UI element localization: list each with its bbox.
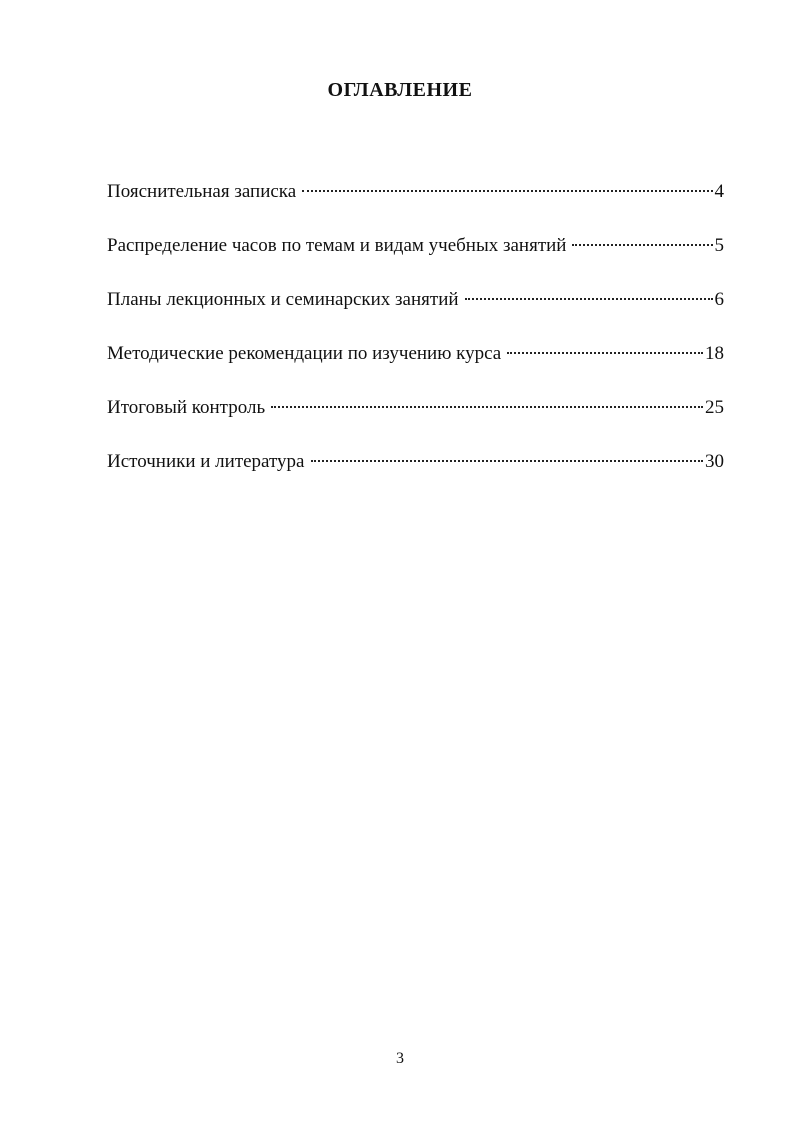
toc-dot-leader bbox=[311, 460, 704, 462]
toc-entry-hours-distribution bbox=[107, 232, 724, 286]
toc-dot-leader bbox=[507, 352, 703, 354]
toc-entry-label: Методические рекомендации по изучению курса bbox=[107, 343, 502, 364]
page-number: 3 bbox=[396, 1050, 404, 1067]
toc-entry-methodical-recommendations bbox=[107, 340, 724, 394]
toc-entry-label: Источники и литература bbox=[107, 451, 305, 472]
toc-entry-label: Распределение часов по темам и видам учебных занятий bbox=[107, 235, 567, 256]
toc-dot-leader bbox=[465, 298, 713, 300]
toc-entry-label: Планы лекционных и семинарских занятий bbox=[107, 289, 459, 310]
toc-entry-final-control bbox=[107, 394, 724, 448]
toc-entry-page: 5 bbox=[714, 235, 724, 256]
toc-dot-leader bbox=[572, 244, 712, 246]
toc-entry-page: 25 bbox=[705, 397, 724, 418]
table-of-contents bbox=[107, 178, 724, 502]
toc-dot-leader bbox=[271, 406, 703, 408]
toc-entry-label: Пояснительная записка bbox=[107, 181, 297, 202]
toc-entry-page: 30 bbox=[705, 451, 724, 472]
toc-entry-sources-literature bbox=[107, 448, 724, 502]
toc-entry-page: 4 bbox=[714, 181, 724, 202]
toc-entry-page: 6 bbox=[714, 289, 724, 310]
toc-entry-explanatory-note bbox=[107, 178, 724, 232]
toc-entry-label: Итоговый контроль bbox=[107, 397, 266, 418]
toc-entry-lecture-plans bbox=[107, 286, 724, 340]
toc-entry-page: 18 bbox=[705, 343, 724, 364]
page-title: ОГЛАВЛЕНИЕ bbox=[327, 79, 473, 101]
toc-dot-leader bbox=[302, 190, 712, 192]
